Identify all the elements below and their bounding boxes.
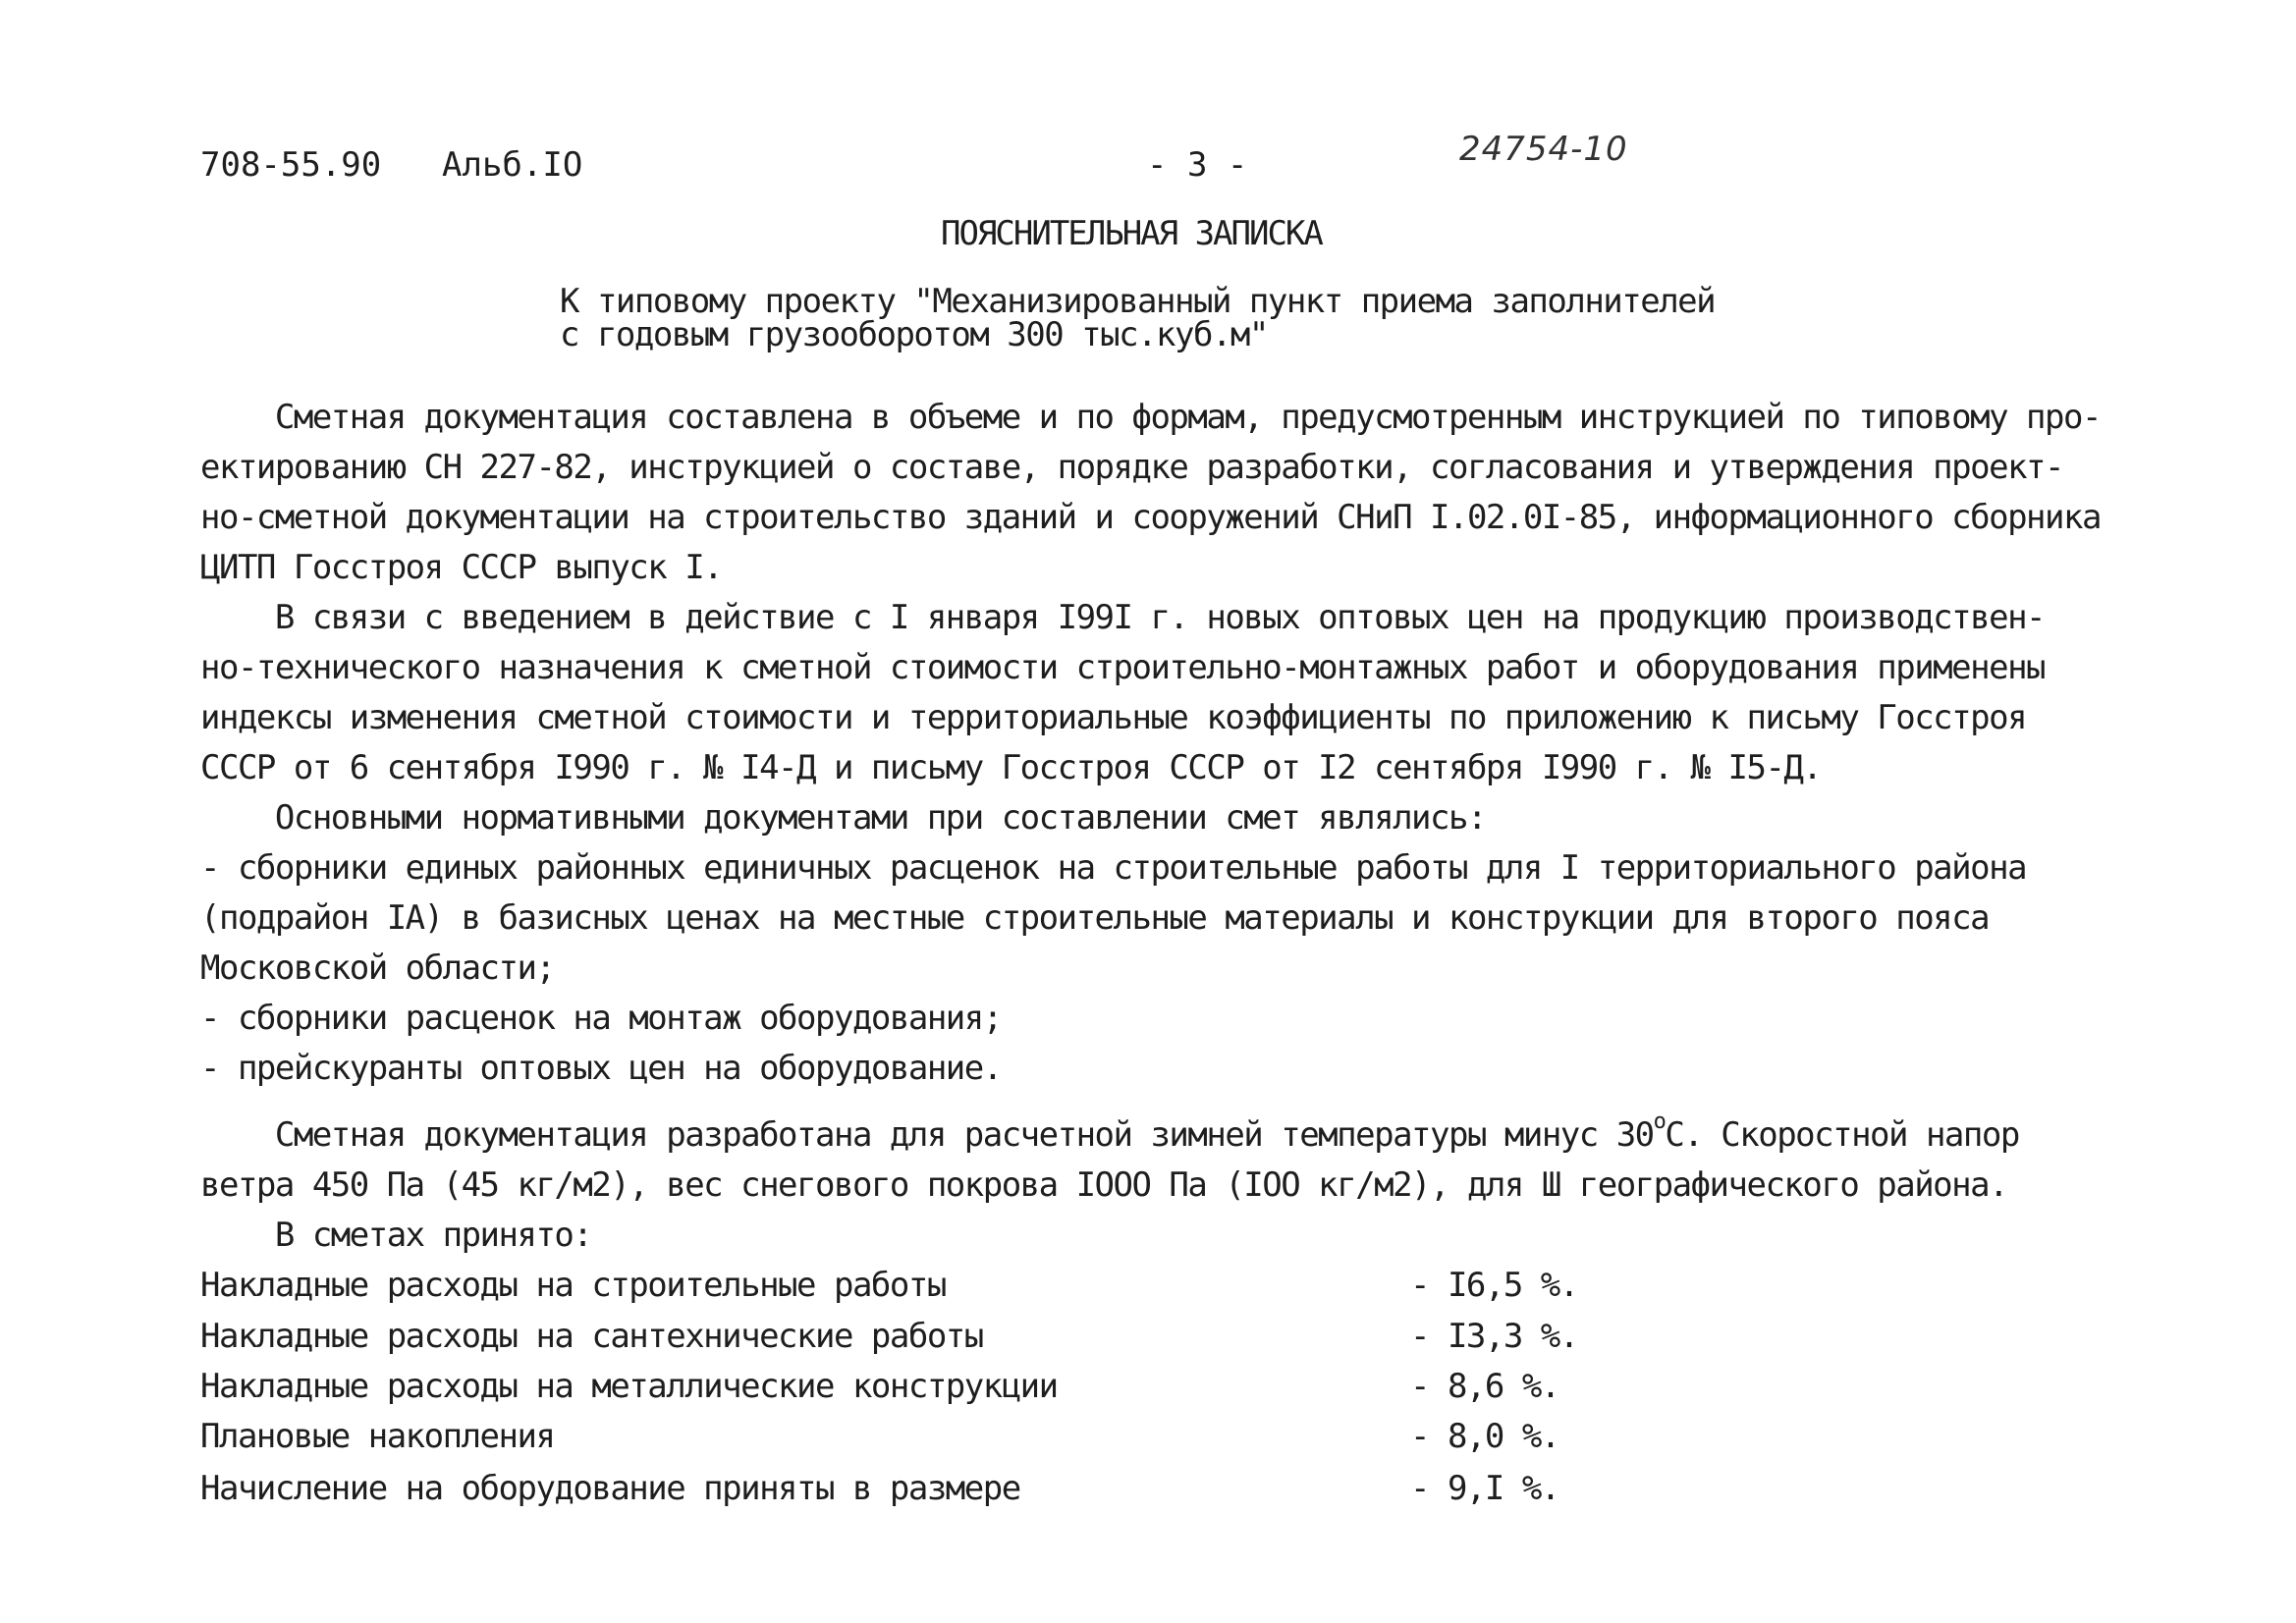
degree-sign: о <box>1653 1109 1666 1134</box>
rate-value: - I3,3 %. <box>1410 1317 1578 1356</box>
para4-line-3: В сметах принято: <box>200 1216 592 1255</box>
subtitle-line-2: с годовым грузооборотом 300 тыс.куб.м" <box>560 315 1268 354</box>
para1-line-2: ектированию СН 227-82, инструкцией о составе, порядке разработки, согласования и утверждения проект- <box>200 448 2063 487</box>
subtitle-line-1: К типовому проекту "Механизированный пункт приема заполнителей <box>560 282 1716 321</box>
para2-line-1: В связи с введением в действие с I января I99I г. новых оптовых цен на продукцию производствен- <box>200 598 2046 637</box>
subtitle <box>560 282 1716 354</box>
para4-line-1-text: Сметная документация разработана для расчетной зимней температуры минус 30 <box>200 1115 1654 1155</box>
para1-line-3: но-сметной документации на строительство зданий и сооружений СНиП I.02.0I-85, информационного сборника <box>200 498 2101 537</box>
para3-line-6: - прейскуранты оптовых цен на оборудование. <box>200 1049 1002 1088</box>
para1-line-4: ЦИТП Госстроя СССР выпуск I. <box>200 548 723 587</box>
page-title: ПОЯСНИТЕЛЬНАЯ ЗАПИСКА <box>941 214 1322 253</box>
para3-line-4: Московской области; <box>200 948 555 988</box>
para3-line-1: Основными нормативными документами при составлении смет являлись: <box>200 798 1486 838</box>
para3-line-2: - сборники единых районных единичных расценок на строительные работы для I территориального района <box>200 848 2027 888</box>
rate-label: Накладные расходы на строительные работы <box>200 1266 946 1305</box>
para2-line-3: индексы изменения сметной стоимости и территориальные коэффициенты по приложению к письму Госстроя <box>200 698 2027 737</box>
rate-label: Накладные расходы на металлические конструкции <box>200 1367 1058 1406</box>
rate-label: Плановые накопления <box>200 1417 555 1456</box>
rate-value: - 8,0 %. <box>1410 1417 1559 1456</box>
page-number: - 3 - <box>1147 145 1248 185</box>
para3-line-5: - сборники расценок на монтаж оборудования; <box>200 999 1002 1038</box>
para4-line-2: ветра 450 Па (45 кг/м2), вес снегового покрова IOOO Па (IOO кг/м2), для Ш географического района. <box>200 1165 2008 1205</box>
para1-line-1: Сметная документация составлена в объеме и по формам, предусмотренным инструкцией по типовому про- <box>200 398 2101 437</box>
rate-label: Начисление на оборудование приняты в размере <box>200 1469 1020 1508</box>
para2-line-2: но-технического назначения к сметной стоимости строительно-монтажных работ и оборудования применены <box>200 648 2046 687</box>
album-number: Альб.IO <box>442 145 583 185</box>
para4-line-1-text-end: С. Скоростной напор <box>1665 1115 2019 1155</box>
rate-label: Накладные расходы на сантехнические работы <box>200 1317 983 1356</box>
document-code: 708-55.90 <box>200 145 382 185</box>
handwritten-number: 24754-10 <box>1459 130 1628 169</box>
rate-value: - I6,5 %. <box>1410 1266 1578 1305</box>
para2-line-4: СССР от 6 сентября I990 г. № I4-Д и письму Госстроя СССР от I2 сентября I990 г. № I5-Д. <box>200 748 1822 787</box>
para4-line-1 <box>200 1109 2019 1155</box>
para3-line-3: (подрайон IA) в базисных ценах на местные строительные материалы и конструкции для второго пояса <box>200 898 1990 938</box>
rate-value: - 8,6 %. <box>1410 1367 1559 1406</box>
rate-value: - 9,I %. <box>1410 1469 1559 1508</box>
